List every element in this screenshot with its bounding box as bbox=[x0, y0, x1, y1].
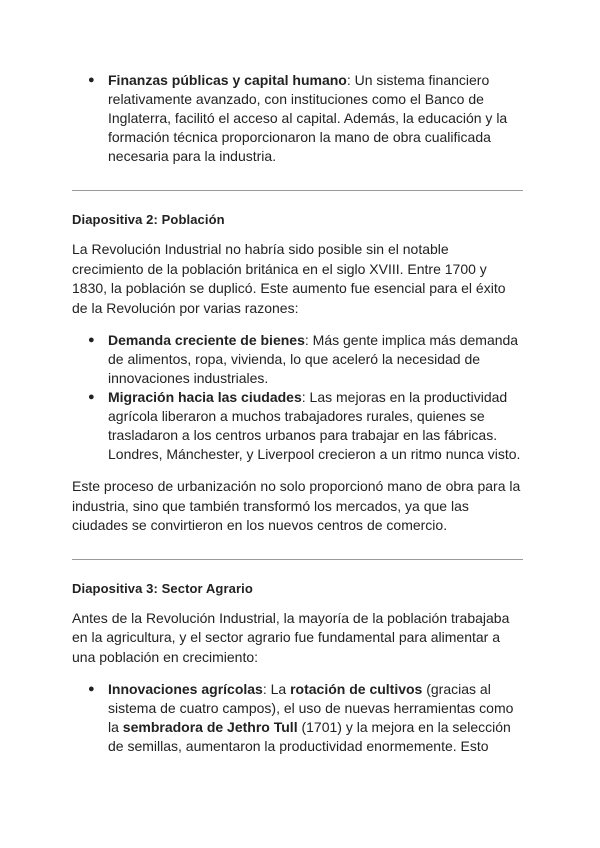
bullet-term: rotación de cultivos bbox=[290, 681, 423, 697]
slide2-intro-paragraph: La Revolución Industrial no habría sido posible sin el notable crecimiento de la población británica en el siglo XVIII. Entre 1700 y 1830, la población se duplicó. Este aumento fue esencial para el éxito de la Revolución por varias razones: bbox=[72, 241, 506, 316]
bullet-term: Finanzas públicas y capital humano bbox=[108, 72, 347, 88]
slide2-bullet-list bbox=[72, 331, 524, 464]
bullet-term: Migración hacia las ciudades bbox=[108, 389, 302, 405]
bullet-text: (1701) y la mejora en la selección de semillas, aumentaron la productividad enormemente. Esto bbox=[108, 719, 511, 754]
bullet-text: : Más gente implica más demanda de alimentos, ropa, vivienda, lo que aceleró la necesidad de innovaciones industriales. bbox=[108, 332, 519, 386]
slide2-heading: Diapositiva 2: Población bbox=[72, 212, 225, 227]
list-item bbox=[88, 331, 524, 388]
list-item bbox=[88, 388, 524, 464]
bullet-term: Innovaciones agrícolas bbox=[108, 681, 263, 697]
bullet-term: Demanda creciente de bienes bbox=[108, 332, 305, 348]
bullet-icon: ● bbox=[88, 683, 95, 695]
list-item bbox=[88, 680, 524, 756]
intro-bullet-list bbox=[72, 71, 524, 166]
list-item bbox=[88, 71, 524, 166]
bullet-text: : La bbox=[262, 681, 291, 697]
bullet-text: : Las mejoras en la productividad agrícola liberaron a muchos trabajadores rurales, quienes se trasladaron a los centros urbanos para trabajar en las fábricas. Londres, Mánchester, y Liverpool crecieron a un ritmo nunca visto. bbox=[108, 389, 521, 462]
bullet-text: (gracias al sistema de cuatro campos), el uso de nuevas herramientas como la bbox=[108, 681, 514, 735]
bullet-term: sembradora de Jethro Tull bbox=[122, 719, 298, 735]
slide2-closing-paragraph: Este proceso de urbanización no solo proporcionó mano de obra para la industria, sino que también transformó los mercados, ya que las ciudades se convirtieron en los nuevos centros de comercio. bbox=[72, 478, 521, 533]
bullet-text: : Un sistema financiero relativamente avanzado, con instituciones como el Banco de Inglaterra, facilitó el acceso al capital. Además, la educación y la formación técnica proporcionaron la mano de obra cualificada necesaria para la industria. bbox=[108, 72, 508, 164]
bullet-icon: ● bbox=[88, 391, 95, 403]
bullet-icon: ● bbox=[88, 334, 95, 346]
slide3-intro-paragraph: Antes de la Revolución Industrial, la mayoría de la población trabajaba en la agricultura, y el sector agrario fue fundamental para alimentar a una población en crecimiento: bbox=[72, 609, 510, 665]
slide3-bullet-list bbox=[72, 680, 524, 756]
bullet-icon: ● bbox=[88, 74, 95, 86]
slide3-heading: Diapositiva 3: Sector Agrario bbox=[72, 580, 253, 596]
